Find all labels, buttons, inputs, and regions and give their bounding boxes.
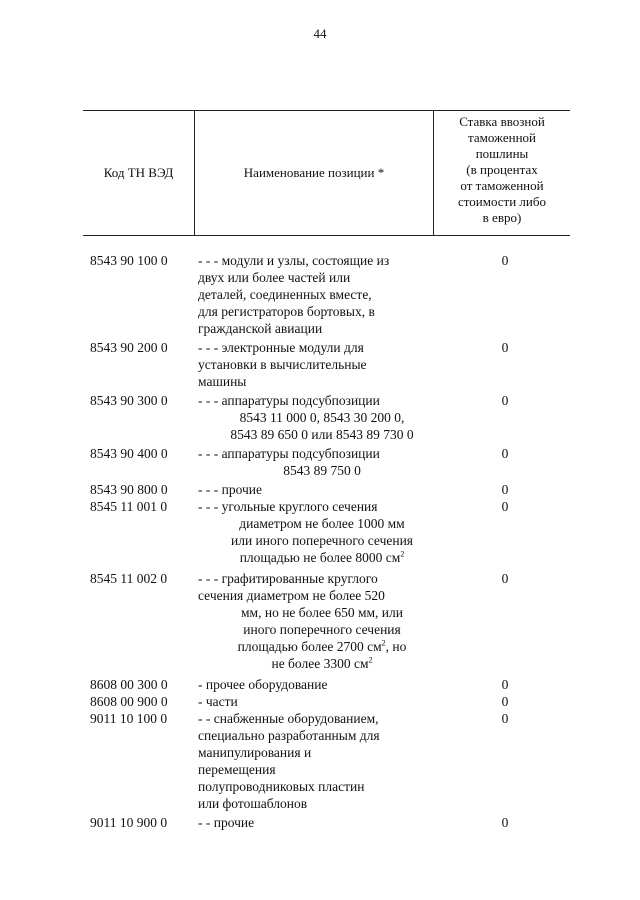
header-name: Наименование позиции * <box>243 165 385 180</box>
description-line: или иного поперечного сечения <box>230 533 414 548</box>
row-description <box>198 392 430 443</box>
description-line: двух или более частей или <box>198 270 351 285</box>
row-code: 9011 10 900 0 <box>90 815 168 830</box>
row-rate: 0 <box>501 446 509 461</box>
row-rate: 0 <box>501 253 509 268</box>
description-line: - - - прочие <box>198 482 262 497</box>
row-code: 8543 90 100 0 <box>90 253 168 268</box>
description-line: - - - графитированные круглого <box>198 571 378 586</box>
row-code: 8545 11 002 0 <box>90 571 168 586</box>
row-description <box>198 339 430 390</box>
table-row <box>0 339 640 390</box>
description-line: гражданской авиации <box>198 321 323 336</box>
row-description <box>198 814 430 831</box>
row-rate: 0 <box>501 711 509 726</box>
row-description <box>198 710 430 812</box>
description-line: площадью не более 8000 $см^2$ <box>239 549 405 565</box>
description-line: диаметром не более 1000 мм <box>239 516 405 531</box>
table-row <box>0 693 640 710</box>
table-row <box>0 252 640 337</box>
row-description <box>198 445 430 479</box>
table-row <box>0 392 640 443</box>
row-code: 8543 90 300 0 <box>90 393 168 408</box>
header-rate-line: (в процентах <box>466 162 538 177</box>
description-line: - - - электронные модули для <box>198 340 364 355</box>
table-header <box>83 110 570 236</box>
description-line: - - прочие <box>198 815 255 830</box>
row-code: 9011 10 100 0 <box>90 711 168 726</box>
description-line: 8543 89 650 0 или 8543 89 730 0 <box>230 427 414 442</box>
header-rate-line: Ставка ввозной <box>459 114 545 129</box>
table-row <box>0 570 640 672</box>
superscript: 2 <box>368 655 373 665</box>
description-line: - части <box>198 694 238 709</box>
row-rate: 0 <box>501 694 509 709</box>
superscript: 2 <box>381 638 386 648</box>
page-number: 44 <box>313 26 327 41</box>
description-line: не более 3300 $см^2$ <box>271 655 373 671</box>
description-line: площадью более 2700 $см^2$, но <box>237 638 407 654</box>
description-line: машины <box>198 374 247 389</box>
row-rate: 0 <box>501 499 509 514</box>
row-code: 8545 11 001 0 <box>90 499 168 514</box>
row-code: 8608 00 900 0 <box>90 694 168 709</box>
description-line: или фотошаблонов <box>198 796 308 811</box>
row-rate: 0 <box>501 677 509 692</box>
row-description <box>198 481 430 498</box>
row-rate: 0 <box>501 340 509 355</box>
row-description <box>198 676 430 693</box>
description-line: перемещения <box>198 762 276 777</box>
header-rate-line: стоимости либо <box>457 194 546 209</box>
row-code: 8543 90 800 0 <box>90 482 168 497</box>
description-line: полупроводниковых пластин <box>198 779 365 794</box>
header-rate <box>434 114 570 226</box>
description-line: деталей, соединенных вместе, <box>198 287 372 302</box>
table-body <box>0 252 640 831</box>
table-row <box>0 814 640 831</box>
row-rate: 0 <box>501 482 509 497</box>
header-rate-line: таможенной <box>468 130 536 145</box>
row-description <box>198 498 430 566</box>
header-code: Код ТН ВЭД <box>103 165 174 180</box>
row-rate: 0 <box>501 571 509 586</box>
description-line: мм, но не более 650 мм, или <box>241 605 403 620</box>
table-row <box>0 676 640 693</box>
row-code: 8543 90 200 0 <box>90 340 168 355</box>
table-row <box>0 710 640 812</box>
superscript: 2 <box>400 549 405 559</box>
description-line: - - - аппаратуры подсубпозиции <box>198 446 380 461</box>
description-line: манипулирования и <box>198 745 312 760</box>
description-line: для регистраторов бортовых, в <box>198 304 375 319</box>
description-line: - - - модули и узлы, состоящие из <box>198 253 390 268</box>
header-rate-line: пошлины <box>475 146 529 161</box>
description-line: специально разработанным для <box>198 728 380 743</box>
description-line: установки в вычислительные <box>198 357 367 372</box>
description-line: 8543 11 000 0, 8543 30 200 0, <box>239 410 405 425</box>
table-row <box>0 498 640 566</box>
description-line: - - - аппаратуры подсубпозиции <box>198 393 380 408</box>
table-row <box>0 445 640 479</box>
row-description <box>198 570 430 672</box>
row-description <box>198 252 430 337</box>
header-rate-line: от таможенной <box>460 178 544 193</box>
header-rate-line: в евро) <box>482 210 522 225</box>
row-description <box>198 693 430 710</box>
description-line: - - - угольные круглого сечения <box>198 499 378 514</box>
row-code: 8543 90 400 0 <box>90 446 168 461</box>
row-rate: 0 <box>501 393 509 408</box>
description-line: сечения диаметром не более 520 <box>198 588 385 603</box>
description-line: иного поперечного сечения <box>243 622 401 637</box>
description-line: - - снабженные оборудованием, <box>198 711 379 726</box>
row-code: 8608 00 300 0 <box>90 677 168 692</box>
description-line: - прочее оборудование <box>198 677 328 692</box>
row-rate: 0 <box>501 815 509 830</box>
description-line: 8543 89 750 0 <box>283 463 361 478</box>
table-row <box>0 481 640 498</box>
